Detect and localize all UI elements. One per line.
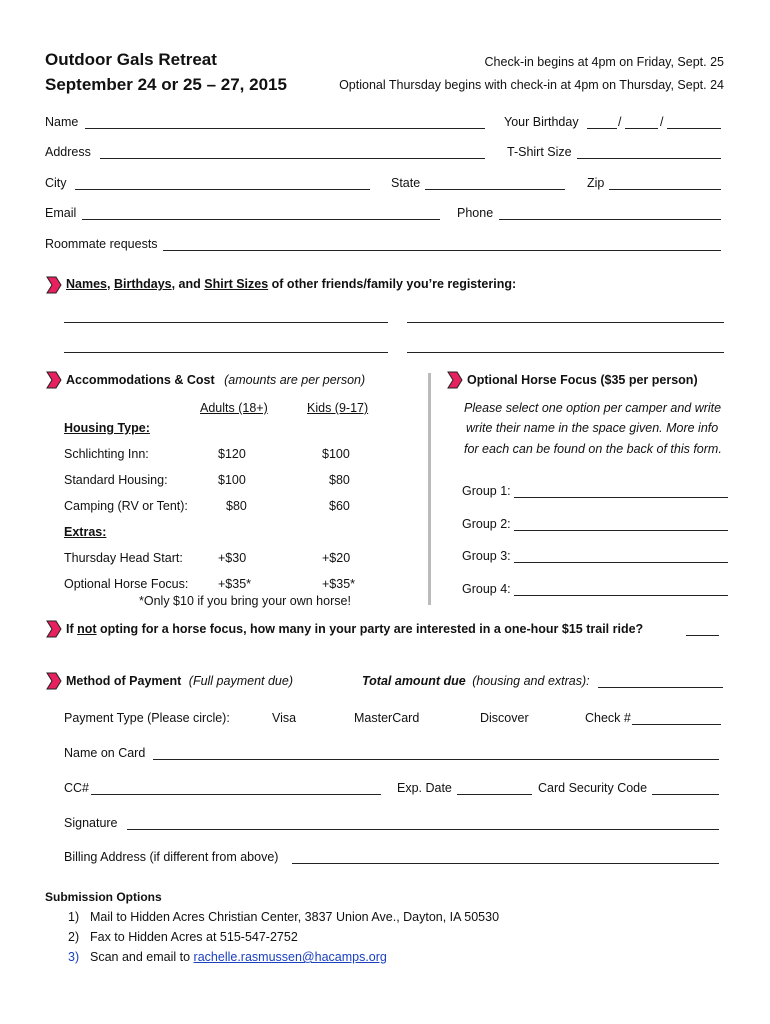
- payment-heading: Method of Payment: [66, 674, 182, 688]
- billing-address-field[interactable]: [292, 863, 719, 864]
- trail-ride-count-field[interactable]: [686, 635, 719, 636]
- mastercard-option[interactable]: MasterCard: [354, 711, 420, 725]
- group-4-field[interactable]: [514, 595, 728, 596]
- email-label: Email: [45, 206, 77, 220]
- submission-option-2: Fax to Hidden Acres at 515-547-2752: [90, 930, 298, 944]
- row-label: Schlichting Inn:: [64, 447, 149, 461]
- horse-desc-1: Please select one option per camper and write: [464, 401, 722, 415]
- others-names: Names: [66, 277, 107, 291]
- payment-heading-row: [66, 674, 293, 688]
- birthday-month-field[interactable]: [587, 128, 617, 129]
- row-kid-price: $80: [329, 473, 350, 487]
- check-number-field[interactable]: [632, 724, 721, 725]
- row-kid-price: $60: [329, 499, 350, 513]
- trail-ride-question: [66, 622, 643, 636]
- signature-field[interactable]: [127, 829, 719, 830]
- security-code-field[interactable]: [652, 794, 719, 795]
- check-option[interactable]: Check #: [585, 711, 631, 725]
- trail-post: opting for a horse focus, how many in your party are interested in a one-hour $15 trail ride?: [96, 622, 644, 636]
- payment-full-note: (Full payment due): [188, 674, 293, 688]
- address-field[interactable]: [100, 158, 485, 159]
- horse-desc-2: write their name in the space given. More info: [466, 421, 719, 435]
- horse-desc-3: for each can be found on the back of this form.: [464, 442, 722, 456]
- payment-type-label: Payment Type (Please circle):: [64, 711, 230, 725]
- trail-not: not: [77, 622, 97, 636]
- others-shirt-sizes: Shirt Sizes: [204, 277, 269, 291]
- submission-num-2: 2): [68, 930, 80, 944]
- billing-address-label: Billing Address (if different from above): [64, 850, 279, 864]
- section-marker-icon: [46, 620, 62, 638]
- other-registrant-field-3[interactable]: [64, 352, 388, 353]
- row-adult-price: $100: [218, 473, 246, 487]
- section-marker-icon: [46, 371, 62, 389]
- section-marker-icon: [447, 371, 463, 389]
- name-on-card-label: Name on Card: [64, 746, 146, 760]
- column-divider: [428, 373, 431, 605]
- row-kid-price: +$35*: [322, 577, 356, 591]
- security-code-label: Card Security Code: [538, 781, 648, 795]
- total-amount-field[interactable]: [598, 687, 723, 688]
- other-registrant-field-1[interactable]: [64, 322, 388, 323]
- birthday-sep-2: /: [660, 115, 664, 129]
- exp-date-field[interactable]: [457, 794, 532, 795]
- exp-label: Exp. Date: [397, 781, 452, 795]
- col-kids: Kids (9-17): [307, 401, 369, 415]
- group-1-field[interactable]: [514, 497, 728, 498]
- section-marker-icon: [46, 672, 62, 690]
- phone-label: Phone: [457, 206, 494, 220]
- email-link[interactable]: rachelle.rasmussen@hacamps.org: [193, 950, 387, 964]
- name-field[interactable]: [85, 128, 485, 129]
- row-adult-price: +$30: [218, 551, 247, 565]
- event-dates: September 24 or 25 – 27, 2015: [45, 75, 287, 94]
- name-label: Name: [45, 115, 79, 129]
- horse-footnote: *Only $10 if you bring your own horse!: [139, 594, 351, 608]
- thursday-info: Optional Thursday begins with check-in at 4pm on Thursday, Sept. 24: [339, 78, 724, 92]
- horse-focus-heading: Optional Horse Focus ($35 per person): [467, 373, 698, 387]
- row-adult-price: $80: [226, 499, 247, 513]
- other-registrant-field-2[interactable]: [407, 322, 724, 323]
- birthday-year-field[interactable]: [667, 128, 721, 129]
- submission-num-1: 1): [68, 910, 80, 924]
- group-2-field[interactable]: [514, 530, 728, 531]
- total-row: [362, 674, 590, 688]
- row-label: Optional Horse Focus:: [64, 577, 189, 591]
- row-adult-price: +$35*: [218, 577, 252, 591]
- others-sep1: ,: [107, 277, 114, 291]
- submission-option-3-row: [90, 950, 387, 964]
- cc-label: CC#: [64, 781, 90, 795]
- state-field[interactable]: [425, 189, 565, 190]
- submission-option-3: Scan and email to: [90, 950, 194, 964]
- roommate-label: Roommate requests: [45, 237, 158, 251]
- others-sep2: , and: [171, 277, 205, 291]
- total-label: Total amount due: [362, 674, 466, 688]
- group-label: Group 2:: [462, 517, 511, 531]
- submission-option-1: Mail to Hidden Acres Christian Center, 3837 Union Ave., Dayton, IA 50530: [90, 910, 500, 924]
- address-label: Address: [45, 145, 91, 159]
- email-field[interactable]: [82, 219, 440, 220]
- total-note: (housing and extras):: [472, 674, 590, 688]
- others-rest: of other friends/family you’re registering:: [268, 277, 517, 291]
- zip-field[interactable]: [609, 189, 721, 190]
- city-label: City: [45, 176, 67, 190]
- row-adult-price: $120: [218, 447, 246, 461]
- birthday-day-field[interactable]: [625, 128, 658, 129]
- extras-label: Extras:: [64, 525, 107, 539]
- group-label: Group 1:: [462, 484, 511, 498]
- other-registrant-field-4[interactable]: [407, 352, 724, 353]
- trail-pre: If: [66, 622, 78, 636]
- row-label: Thursday Head Start:: [64, 551, 183, 565]
- accommodations-heading-row: [66, 373, 365, 387]
- section-marker-icon: [46, 276, 62, 294]
- checkin-info: Check-in begins at 4pm on Friday, Sept. 25: [484, 55, 724, 69]
- row-kid-price: $100: [322, 447, 350, 461]
- city-field[interactable]: [75, 189, 370, 190]
- group-3-field[interactable]: [514, 562, 728, 563]
- tshirt-label: T-Shirt Size: [507, 145, 572, 159]
- submission-heading: Submission Options: [45, 890, 162, 904]
- group-label: Group 3:: [462, 549, 511, 563]
- roommate-field[interactable]: [163, 250, 721, 251]
- discover-option[interactable]: Discover: [480, 711, 529, 725]
- others-heading: [66, 277, 516, 291]
- state-label: State: [391, 176, 421, 190]
- row-label: Standard Housing:: [64, 473, 168, 487]
- birthday-label: Your Birthday: [504, 115, 579, 129]
- zip-label: Zip: [587, 176, 605, 190]
- group-label: Group 4:: [462, 582, 511, 596]
- row-kid-price: +$20: [322, 551, 351, 565]
- cc-number-field[interactable]: [91, 794, 381, 795]
- accommodations-heading: Accommodations & Cost: [66, 373, 215, 387]
- signature-label: Signature: [64, 816, 118, 830]
- col-adults: Adults (18+): [200, 401, 268, 415]
- others-birthdays: Birthdays: [113, 277, 172, 291]
- accommodations-note: (amounts are per person): [224, 373, 366, 387]
- visa-option[interactable]: Visa: [272, 711, 297, 725]
- name-on-card-field[interactable]: [153, 759, 719, 760]
- form-title: Outdoor Gals Retreat: [45, 50, 217, 69]
- phone-field[interactable]: [499, 219, 721, 220]
- birthday-sep-1: /: [618, 115, 622, 129]
- housing-type-label: Housing Type:: [64, 421, 150, 435]
- row-label: Camping (RV or Tent):: [64, 499, 188, 513]
- submission-num-3: 3): [68, 950, 80, 964]
- tshirt-field[interactable]: [577, 158, 721, 159]
